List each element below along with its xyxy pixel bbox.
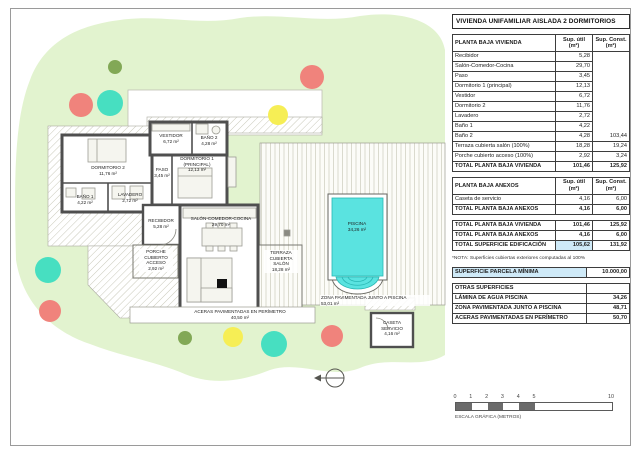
table-otras-superficies xyxy=(452,283,630,324)
table-row: TOTAL PLANTA BAJA VIVIENDA 101,46 125,92 xyxy=(453,220,630,230)
room-label-vestidor xyxy=(154,133,188,144)
table-row: ACERAS PAVIMENTADAS EN PERÍMETRO 50,70 xyxy=(453,313,630,323)
fan-icon xyxy=(217,279,227,288)
table-row: Caseta de servicio 4,16 6,00 xyxy=(453,194,630,204)
tree-teal xyxy=(35,257,61,283)
room-name: TERRAZA CUBIERTA SALÓN xyxy=(269,250,293,267)
room-label-porche xyxy=(139,249,173,272)
table-row: ZONA PAVIMENTADA JUNTO A PISCINA 48,71 xyxy=(453,303,630,313)
pool-water xyxy=(332,198,383,276)
drawing-title: VIVIENDA UNIFAMILIAR AISLADA 2 DORMITORIOS xyxy=(452,14,630,29)
room-area: 34,26 m² xyxy=(347,226,367,232)
room-name: ACERAS PAVIMENTADAS EN PERÍMETRO xyxy=(194,309,286,314)
tree-yellow xyxy=(268,105,288,125)
room-label-bano1 xyxy=(70,194,100,205)
graphic-scale xyxy=(455,394,613,420)
room-area: 2,92 m² xyxy=(148,266,164,272)
room-area: 5,28 m² xyxy=(153,223,169,229)
table-row: SUPERFICIE PARCELA MÍNIMA 10.000,00 xyxy=(453,267,630,277)
room-area: 6,72 m² xyxy=(163,138,179,144)
room-name: BAÑO 2 xyxy=(200,135,218,140)
tree-teal xyxy=(261,331,287,357)
table-parcela-minima xyxy=(452,267,630,278)
scale-caption: ESCALA GRÁFICA (METROS) xyxy=(455,415,522,420)
room-area: 40,50 m² xyxy=(230,314,250,320)
room-area: 11,76 m² xyxy=(99,170,117,176)
room-label-bano2 xyxy=(195,135,223,146)
room-label-lavadero xyxy=(113,192,147,203)
table-row: Paso 3,45 xyxy=(453,71,630,81)
table-row: Dormitorio 2 11,76 xyxy=(453,101,630,111)
tree-olive xyxy=(178,331,192,345)
room-label-aceras xyxy=(180,309,300,320)
note-text: *NOTA: Superficies cubiertas exteriores computadas al 100% xyxy=(452,255,586,261)
room-name: PORCHE CUBIERTO ACCESO xyxy=(144,249,168,266)
room-name: VESTIDOR xyxy=(159,133,183,138)
tree-red xyxy=(69,93,93,117)
room-area: 4,28 m² xyxy=(201,140,217,146)
room-label-terraza xyxy=(264,250,298,273)
room-name: SALÓN-COMEDOR-COCINA xyxy=(190,216,252,221)
table-row: Baño 1 4,22 xyxy=(453,121,630,131)
table-row: Terraza cubierta salón (100%) 18,28 19,24 xyxy=(453,141,630,151)
room-area: 12,13 m² xyxy=(187,167,207,173)
scale-bar xyxy=(455,402,613,411)
room-name: PISCINA xyxy=(347,221,367,226)
table-row: Porche cubierto acceso (100%) 2,92 3,24 xyxy=(453,151,630,161)
tree-red xyxy=(321,325,343,347)
table-header: PLANTA BAJA VIVIENDA Sup. útil (m²) Sup. Const. (m²) xyxy=(453,35,630,52)
room-name: RECIBIDOR xyxy=(148,218,174,223)
room-label-piscina xyxy=(337,221,377,232)
table-row: LÁMINA DE AGUA PISCINA 34,26 xyxy=(453,293,630,303)
table-header xyxy=(453,283,630,293)
room-area: 3,45 m² xyxy=(154,172,170,178)
table-title: PLANTA BAJA ANEXOS xyxy=(453,177,556,194)
room-name: BAÑO 1 xyxy=(76,194,94,199)
table-total-row: TOTAL PLANTA BAJA ANEXOS 4,16 6,00 xyxy=(453,204,630,214)
table-totales xyxy=(452,220,630,251)
room-area: 29,70 m² xyxy=(211,221,231,227)
table-row: Dormitorio 1 (principal) 12,13 xyxy=(453,81,630,91)
room-label-recibidor xyxy=(144,218,178,229)
room-area: 53,01 m² xyxy=(321,300,340,306)
room-label-caseta xyxy=(374,320,410,337)
table-title: PLANTA BAJA VIVIENDA xyxy=(453,35,556,52)
table-row: Vestidor 6,72 xyxy=(453,91,630,101)
room-label-dormitorio2 xyxy=(86,165,130,176)
tree-teal xyxy=(97,90,123,116)
room-area: 18,28 m² xyxy=(271,267,291,273)
table-row: Baño 2 4,28 xyxy=(453,131,630,141)
table-row: Recibidor 5,28 103,44 xyxy=(453,51,630,61)
tree-olive xyxy=(108,60,122,74)
table-header: PLANTA BAJA ANEXOS Sup. útil (m²) Sup. Const. (m²) xyxy=(453,177,630,194)
tree-red xyxy=(300,65,324,89)
scale-tick-labels: 0 1 2 3 4 5 10 xyxy=(453,394,614,400)
room-name: CASETA SERVICIO xyxy=(381,320,403,331)
table-row: Lavadero 2,72 xyxy=(453,111,630,121)
room-name: ZONA PAVIMENTADA JUNTO A PISCINA xyxy=(321,295,407,300)
table-title: OTRAS SUPERFICIES xyxy=(453,283,587,293)
room-label-dormitorio1 xyxy=(174,156,220,173)
room-name: DORMITORIO 1 (PRINCIPAL) xyxy=(180,156,214,167)
room-area: 4,22 m² xyxy=(77,199,93,205)
room-label-salon xyxy=(190,216,252,227)
table-row: TOTAL PLANTA BAJA ANEXOS 4,16 6,00 xyxy=(453,230,630,240)
room-area: 4,16 m² xyxy=(384,331,400,337)
room-name: PASO xyxy=(155,167,169,172)
table-row: Salón-Comedor-Cocina 29,70 xyxy=(453,61,630,71)
room-area: 2,72 m² xyxy=(122,197,138,203)
room-name: DORMITORIO 2 xyxy=(91,165,125,170)
table-total-row: TOTAL SUPERFICIE EDIFICACIÓN 105,62 131,92 xyxy=(453,240,630,250)
data-panel xyxy=(452,14,630,329)
table-planta-baja-anexos xyxy=(452,177,630,215)
tree-yellow xyxy=(223,327,243,347)
table-total-row: TOTAL PLANTA BAJA VIVIENDA 101,46 125,92 xyxy=(453,161,630,171)
room-label-zona-pavimentada xyxy=(320,295,430,306)
room-label-paso xyxy=(151,167,173,178)
room-name: LAVADERO xyxy=(117,192,143,197)
tree-red xyxy=(39,300,61,322)
table-planta-baja-vivienda xyxy=(452,34,630,172)
